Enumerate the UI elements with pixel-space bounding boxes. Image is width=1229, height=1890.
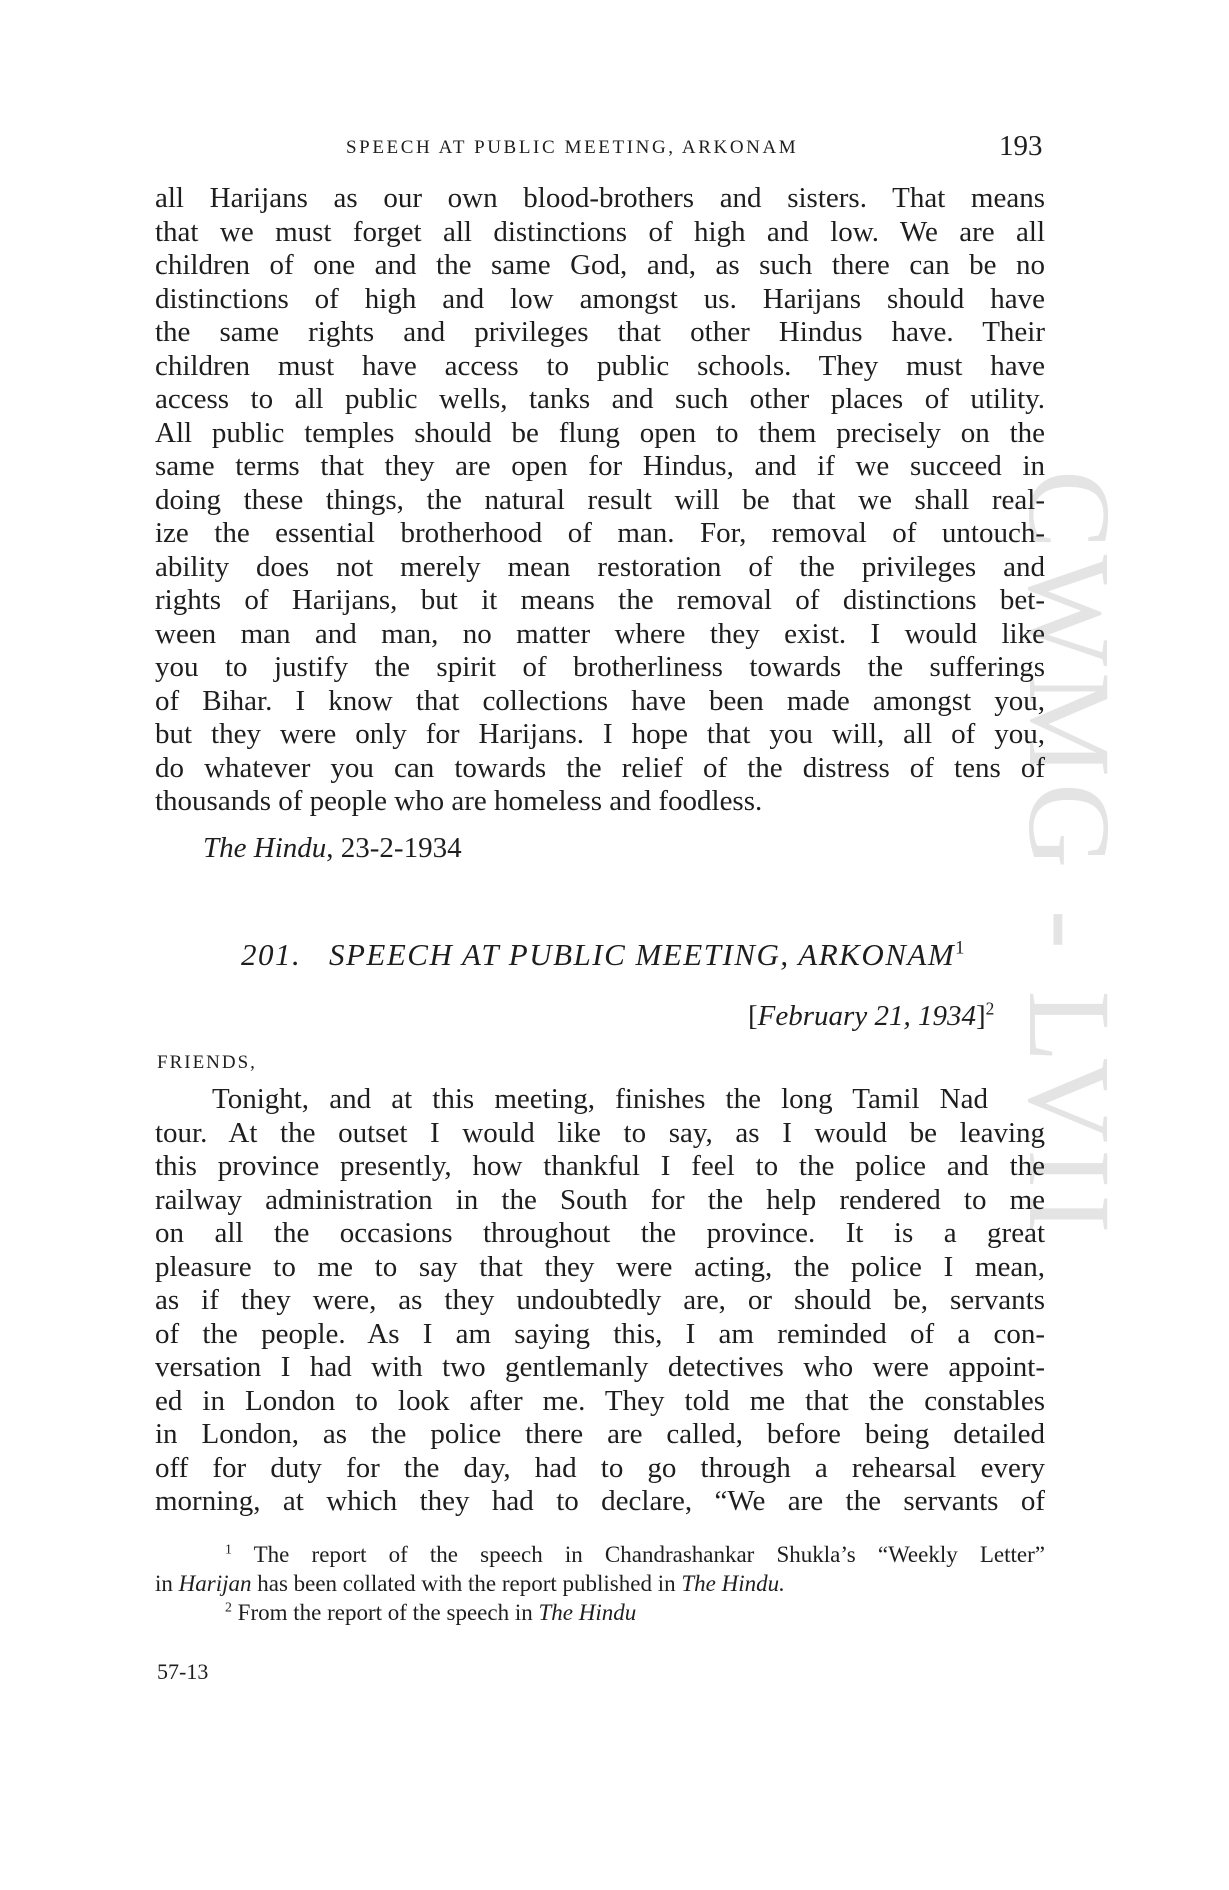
- text-line: do whatever you can towards the relief of the distress of tens of: [155, 751, 1045, 784]
- source-date: , 23-2-1934: [326, 832, 462, 864]
- continued-paragraph: [155, 182, 1045, 819]
- speech-date-text: February 21, 1934: [757, 1000, 976, 1032]
- page-number: 193: [999, 130, 1043, 162]
- text-line: All public temples should be flung open to them precisely on the: [155, 416, 1045, 449]
- text-line: of Bihar. I know that collections have been made amongst you,: [155, 684, 1045, 717]
- text-line: same terms that they are open for Hindus, and if we succeed in: [155, 450, 1045, 482]
- text-line: ize the essential brotherhood of man. For, removal of untouch-: [155, 517, 1045, 549]
- text-line: distinctions of high and low amongst us. Harijans should have: [155, 282, 1045, 315]
- footnote-text: in: [155, 1571, 179, 1596]
- text-line: the same rights and privileges that other Hindus have. Their: [155, 316, 1045, 348]
- speech-paragraph: [155, 1083, 1045, 1519]
- footnote-publication: The Hindu: [538, 1600, 637, 1625]
- text-line: thousands of people who are homeless and foodless.: [155, 785, 763, 817]
- footnote-publication: Harijan: [178, 1571, 252, 1596]
- text-line: as if they were, as they undoubtedly are, or should be, servants: [155, 1284, 1045, 1316]
- text-line: of the people. As I am saying this, I am reminded of a con-: [155, 1317, 1045, 1350]
- text-line: ability does not merely mean restoration of the privileges and: [155, 550, 1045, 583]
- text-line: but they were only for Harijans. I hope that you will, all of you,: [155, 718, 1045, 750]
- footnote-ref: 1: [955, 937, 966, 959]
- page-code: 57-13: [157, 1659, 209, 1684]
- text-line: Tonight, and at this meeting, finishes the long Tamil Nad: [212, 1083, 988, 1115]
- footnote-publication: The Hindu.: [681, 1571, 785, 1596]
- footnote-text: has been collated with the report published in: [251, 1571, 682, 1596]
- text-line: ween man and man, no matter where they exist. I would like: [155, 617, 1045, 650]
- text-line: children must have access to public schools. They must have: [155, 349, 1045, 382]
- footnote-2-line: [155, 1598, 1045, 1627]
- text-line: this province presently, how thankful I feel to the police and the: [155, 1150, 1045, 1182]
- footnote-text: The report of the speech in Chandrashankar Shukla’s “Weekly Letter”: [231, 1542, 1045, 1567]
- footnote-text: From the report of the speech in: [231, 1600, 539, 1625]
- salutation: FRIENDS,: [157, 1052, 257, 1073]
- footnote-mark: 2: [225, 1599, 232, 1615]
- footnote-1-line: [155, 1569, 1045, 1598]
- text-line: versation I had with two gentlemanly detectives who were appoint-: [155, 1351, 1045, 1383]
- text-line: access to all public wells, tanks and such other places of utility.: [155, 383, 1045, 415]
- bracket-open: [: [748, 1000, 758, 1032]
- section-title: SPEECH AT PUBLIC MEETING, ARKONAM: [329, 937, 956, 972]
- section-number: 201.: [241, 937, 302, 972]
- text-line: children of one and the same God, and, as such there can be no: [155, 249, 1045, 281]
- footnote-mark: 1: [225, 1541, 232, 1557]
- text-line: ed in London to look after me. They told me that the constables: [155, 1384, 1045, 1417]
- bracket-close: ]: [975, 1000, 986, 1032]
- source-citation: [203, 832, 462, 865]
- watermark: CWMG - LVII: [1004, 470, 1135, 1240]
- footnote-1-line: [155, 1540, 1045, 1569]
- text-line: pleasure to me to say that they were acting, the police I mean,: [155, 1250, 1045, 1283]
- text-line: on all the occasions throughout the province. It is a great: [155, 1217, 1045, 1249]
- text-line: doing these things, the natural result will be that we shall real-: [155, 483, 1045, 516]
- speech-date: [748, 1000, 994, 1033]
- text-line: tour. At the outset I would like to say, as I would be leaving: [155, 1116, 1045, 1149]
- text-line: morning, at which they had to declare, “We are the servants of: [155, 1485, 1045, 1517]
- text-line: railway administration in the South for the help rendered to me: [155, 1183, 1045, 1216]
- text-line: all Harijans as our own blood-brothers and sisters. That means: [155, 182, 1045, 214]
- text-line: that we must forget all distinctions of high and low. We are all: [155, 215, 1045, 248]
- source-publication: The Hindu: [203, 832, 327, 864]
- footnote-ref: 2: [985, 998, 995, 1019]
- section-heading: [241, 937, 966, 973]
- text-line: you to justify the spirit of brotherliness towards the sufferings: [155, 651, 1045, 683]
- text-line: rights of Harijans, but it means the removal of distinctions bet-: [155, 584, 1045, 616]
- text-line: in London, as the police there are called, before being detailed: [155, 1418, 1045, 1450]
- text-line: off for duty for the day, had to go through a rehearsal every: [155, 1451, 1045, 1484]
- footnotes: [155, 1540, 1045, 1627]
- running-head: SPEECH AT PUBLIC MEETING, ARKONAM: [346, 137, 799, 158]
